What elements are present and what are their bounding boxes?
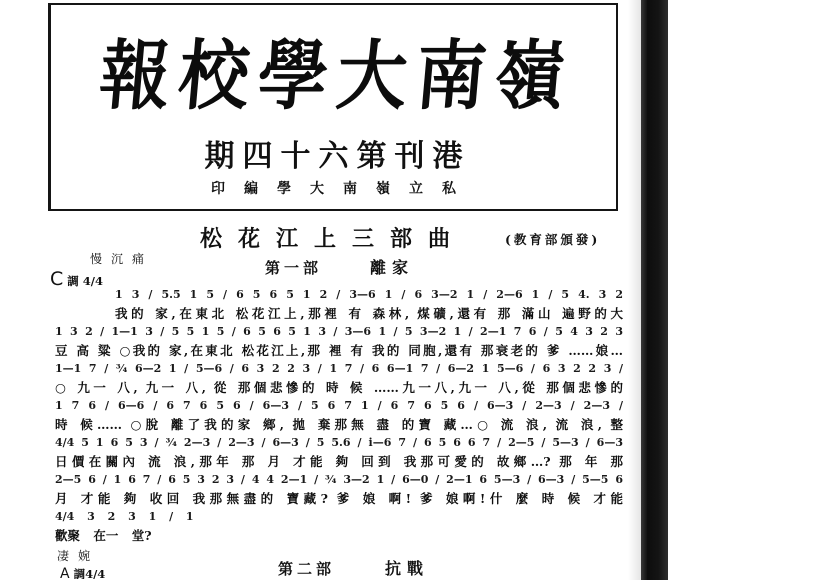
song-source: (教育部頒發) bbox=[505, 232, 601, 247]
key-meter: 調 4/4 bbox=[67, 274, 103, 288]
notation-line: 1 3 / 5.5 1 5 / 6 5 6 5 1 2 / 3—6 1 / 6 3—2 1 / 2—6 1 / 5 4. 3 2 bbox=[115, 288, 623, 301]
lyric-line: 我的 家,在東北 松花江上,那裡 有 森林, 煤礦,還有 那 滿山 遍野的大 bbox=[115, 305, 623, 321]
notation-line: 1 7 6 / 6—6 / 6 7 6 5 6 / 6—3 / 5 6 7 1 / 6 7 6 5 6 / 6—3 / 2—3 / 2—3 / bbox=[55, 399, 623, 412]
masthead-title: 報校學大南嶺 bbox=[96, 30, 578, 121]
page-fold-shadow bbox=[628, 0, 641, 580]
part2-tempo-marking: 凄婉 bbox=[57, 549, 100, 563]
lyric-line: 歡聚 在一 堂? bbox=[55, 527, 152, 543]
part-label: 第一部 bbox=[265, 259, 323, 277]
part2-key-letter: A bbox=[60, 566, 70, 579]
tempo-marking: 慢沉痛 bbox=[90, 252, 154, 266]
publisher-line: 印編學大南嶺立私 bbox=[211, 181, 475, 197]
part2-label: 第二部 bbox=[278, 560, 336, 578]
masthead-box bbox=[48, 3, 618, 211]
page-edge-shadow bbox=[641, 0, 668, 580]
notation-line: 4/4 5 1 6 5 3 / ¾ 2—3 / 2—3 / 6—3 / 5 5.6 / i—6 7 / 6 5 6 6 7 / 2—5 / 5—3 / 6—3 bbox=[55, 436, 623, 449]
lyric-line: 日價在關內 流 浪,那年 那 月 才能 夠 回到 我那可愛的 故鄉…? 那 年 那 bbox=[55, 453, 623, 469]
key-letter: C bbox=[50, 268, 64, 290]
issue-line: 期四十六第刊港 bbox=[204, 139, 471, 174]
lyric-line: ○ 九一 八, 九一 八, 從 那個悲慘的 時 候 ……九一八,九一 八,從 那個悲慘的 bbox=[55, 379, 623, 395]
notation-line: 2—5 6 / 1 6 7 / 6 5 3 2 3 / 4 4 2—1 / ¾ 3—2 1 / 6—0 / 2—1 6 5—3 / 6—3 / 5—5 6 bbox=[55, 473, 623, 486]
notation-line: 4/4 3 2 3 1 / 1 bbox=[55, 510, 194, 523]
part2-key-signature bbox=[60, 566, 105, 579]
part2-key-meter: 調4/4 bbox=[73, 567, 106, 579]
score-part-1 bbox=[55, 286, 623, 545]
part-name: 離家 bbox=[370, 258, 415, 277]
lyric-line: 豆 高 粱 ○我的 家,在東北 松花江上,那 裡 有 我的 同胞,還有 那衰老的 爹 ……娘… bbox=[55, 342, 623, 358]
notation-line: 1 3 2 / 1—1 3 / 5 5 1 5 / 6 5 6 5 1 3 / 3—6 1 / 5 3—2 1 / 2—1 7 6 / 5 4 3 2 3 bbox=[55, 325, 623, 338]
part2-name: 抗戰 bbox=[385, 559, 430, 578]
lyric-line: 月 才能 夠 收回 我那無盡的 寶藏? 爹 娘 啊! 爹 娘啊!什 麼 時 候 才能 bbox=[55, 490, 623, 506]
lyric-line: 時 候…… ○脫 離了我的家 鄉, 拋 棄那無 盡 的寶 藏…○ 流 浪, 流 浪, 整 bbox=[55, 416, 623, 432]
song-title: 松花江上三部曲 bbox=[200, 226, 467, 252]
notation-line: 1—1 7 / ¾ 6—2 1 / 5—6 / 6 3 2 2 3 / 1 7 / 6 6—1 7 / 6—2 1 5—6 / 6 3 2 2 3 / bbox=[55, 362, 623, 375]
